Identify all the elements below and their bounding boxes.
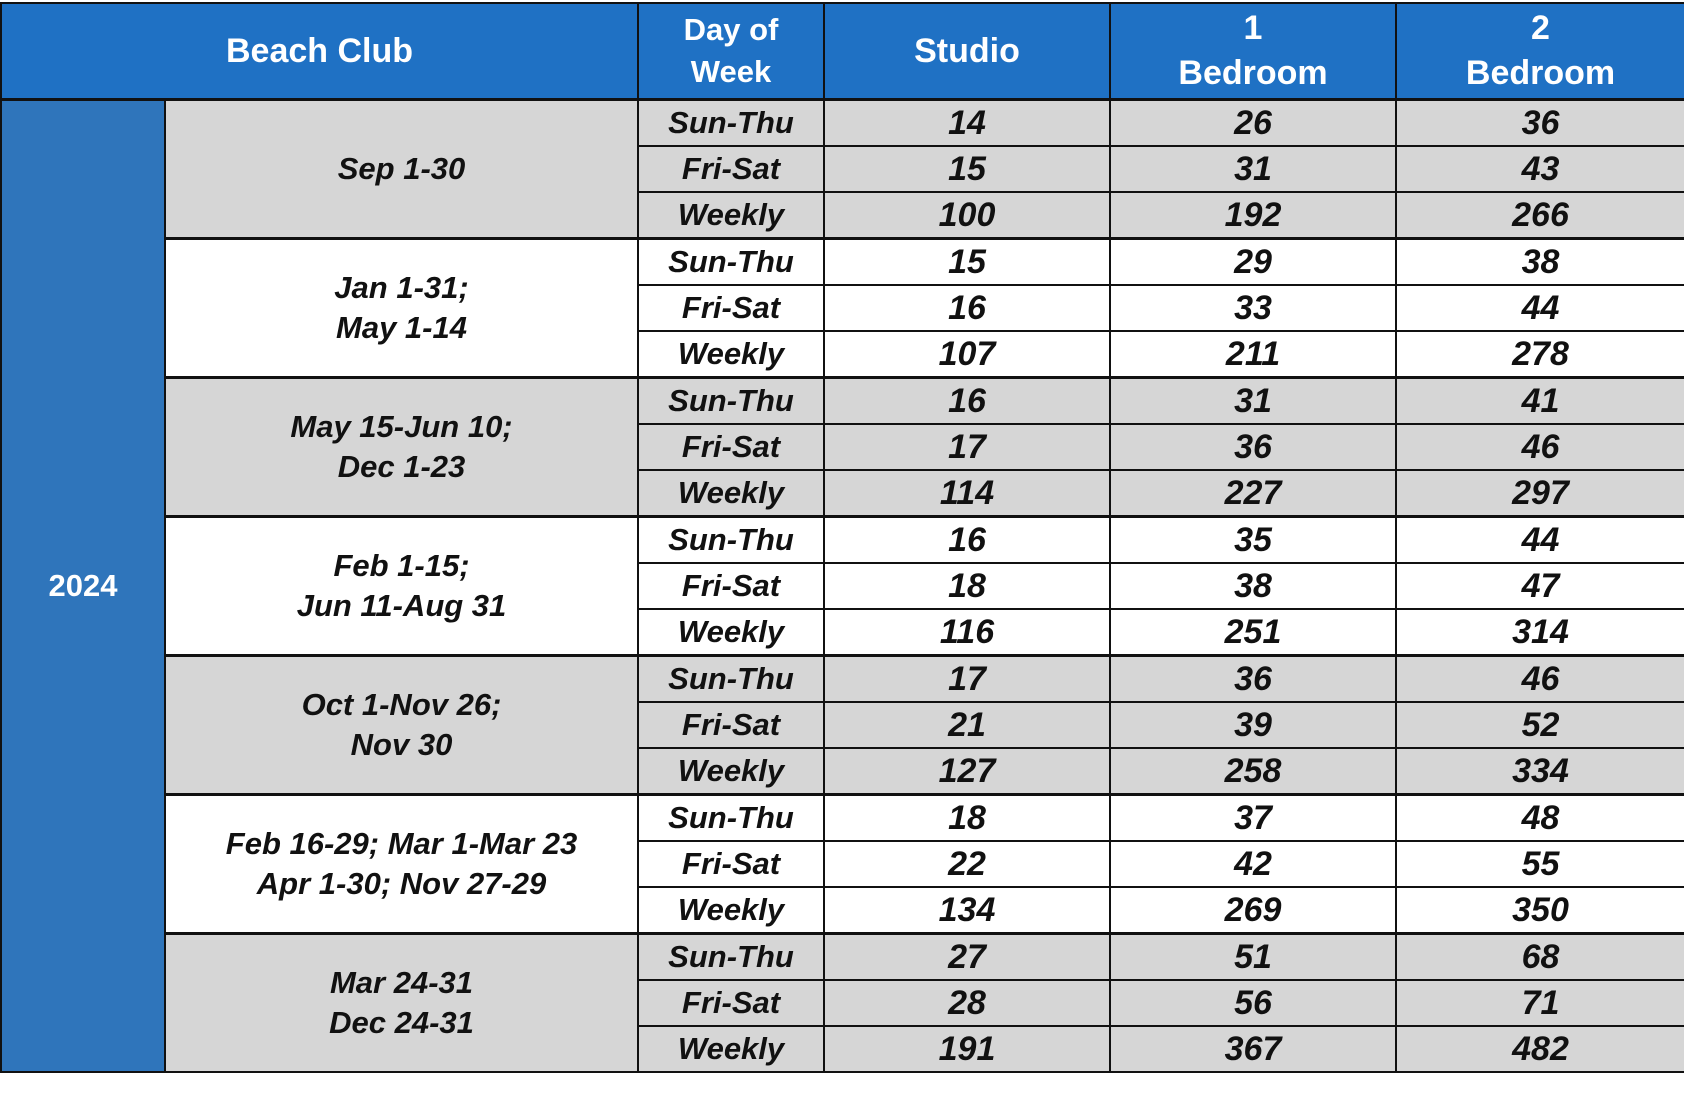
one-bedroom-points-cell: 36 [1110, 424, 1396, 470]
day-of-week-cell: Fri-Sat [638, 424, 824, 470]
one-bedroom-points-cell: 39 [1110, 702, 1396, 748]
one-bedroom-points-cell: 269 [1110, 887, 1396, 934]
studio-points-cell: 191 [824, 1026, 1110, 1072]
day-of-week-cell: Weekly [638, 470, 824, 517]
day-of-week-cell: Fri-Sat [638, 980, 824, 1026]
day-of-week-cell: Sun-Thu [638, 517, 824, 564]
rate-row [1, 100, 1684, 147]
one-bedroom-points-cell: 36 [1110, 656, 1396, 703]
one-bedroom-points-cell: 37 [1110, 795, 1396, 842]
season-period [165, 656, 638, 795]
studio-points-cell: 134 [824, 887, 1110, 934]
season-period [165, 517, 638, 656]
one-bedroom-points-cell: 211 [1110, 331, 1396, 378]
day-of-week-cell: Fri-Sat [638, 702, 824, 748]
one-bedroom-points-cell: 38 [1110, 563, 1396, 609]
season-period-line: Feb 16-29; Mar 1-Mar 23 [225, 826, 578, 861]
season-period-line: Feb 1-15; [333, 548, 470, 583]
studio-points-cell: 14 [824, 100, 1110, 147]
day-of-week-cell: Sun-Thu [638, 100, 824, 147]
day-of-week-cell: Fri-Sat [638, 146, 824, 192]
header-day-of-week-line2: Week [690, 54, 772, 89]
season-period-line: Nov 30 [350, 727, 453, 762]
studio-points-cell: 15 [824, 239, 1110, 286]
two-bedroom-points-cell: 36 [1396, 100, 1684, 147]
two-bedroom-points-cell: 41 [1396, 378, 1684, 425]
day-of-week-cell: Fri-Sat [638, 841, 824, 887]
two-bedroom-points-cell: 44 [1396, 517, 1684, 564]
header-beach-club: Beach Club [1, 3, 638, 100]
two-bedroom-points-cell: 44 [1396, 285, 1684, 331]
two-bedroom-points-cell: 297 [1396, 470, 1684, 517]
studio-points-cell: 16 [824, 378, 1110, 425]
season-period-line: Apr 1-30; Nov 27-29 [256, 866, 547, 901]
day-of-week-cell: Sun-Thu [638, 378, 824, 425]
header-studio: Studio [824, 3, 1110, 100]
rate-table [0, 2, 1684, 1073]
season-period-line: May 15-Jun 10; [290, 409, 513, 444]
header-1-bedroom-line1: 1 [1243, 9, 1263, 47]
one-bedroom-points-cell: 33 [1110, 285, 1396, 331]
two-bedroom-points-cell: 278 [1396, 331, 1684, 378]
header-2-bedroom-line2: Bedroom [1465, 54, 1616, 92]
studio-points-cell: 100 [824, 192, 1110, 239]
two-bedroom-points-cell: 334 [1396, 748, 1684, 795]
two-bedroom-points-cell: 47 [1396, 563, 1684, 609]
day-of-week-cell: Weekly [638, 748, 824, 795]
studio-points-cell: 116 [824, 609, 1110, 656]
one-bedroom-points-cell: 227 [1110, 470, 1396, 517]
season-period-line: Dec 1-23 [337, 449, 466, 484]
rate-row [1, 239, 1684, 286]
one-bedroom-points-cell: 31 [1110, 378, 1396, 425]
header-day-of-week [638, 3, 824, 100]
rate-row [1, 378, 1684, 425]
two-bedroom-points-cell: 46 [1396, 424, 1684, 470]
one-bedroom-points-cell: 367 [1110, 1026, 1396, 1072]
studio-points-cell: 107 [824, 331, 1110, 378]
two-bedroom-points-cell: 266 [1396, 192, 1684, 239]
studio-points-cell: 21 [824, 702, 1110, 748]
rate-table-body [1, 100, 1684, 1073]
season-period-line: Sep 1-30 [337, 151, 466, 186]
studio-points-cell: 15 [824, 146, 1110, 192]
one-bedroom-points-cell: 51 [1110, 934, 1396, 981]
rate-row [1, 934, 1684, 981]
season-period [165, 100, 638, 239]
season-period-line: Mar 24-31 [329, 965, 474, 1000]
day-of-week-cell: Weekly [638, 609, 824, 656]
day-of-week-cell: Sun-Thu [638, 656, 824, 703]
year-label: 2024 [1, 100, 165, 1073]
two-bedroom-points-cell: 482 [1396, 1026, 1684, 1072]
day-of-week-cell: Sun-Thu [638, 239, 824, 286]
season-period [165, 795, 638, 934]
season-period-line: Oct 1-Nov 26; [301, 687, 502, 722]
season-period [165, 934, 638, 1073]
one-bedroom-points-cell: 29 [1110, 239, 1396, 286]
season-period-line: Jan 1-31; [334, 270, 469, 305]
two-bedroom-points-cell: 350 [1396, 887, 1684, 934]
studio-points-cell: 18 [824, 563, 1110, 609]
two-bedroom-points-cell: 46 [1396, 656, 1684, 703]
two-bedroom-points-cell: 314 [1396, 609, 1684, 656]
studio-points-cell: 17 [824, 656, 1110, 703]
day-of-week-cell: Sun-Thu [638, 795, 824, 842]
studio-points-cell: 16 [824, 517, 1110, 564]
studio-points-cell: 16 [824, 285, 1110, 331]
season-period-line: May 1-14 [336, 310, 467, 345]
studio-points-cell: 17 [824, 424, 1110, 470]
one-bedroom-points-cell: 35 [1110, 517, 1396, 564]
header-day-of-week-line1: Day of [683, 12, 779, 47]
header-2-bedroom-line1: 2 [1531, 9, 1550, 47]
day-of-week-cell: Sun-Thu [638, 934, 824, 981]
one-bedroom-points-cell: 26 [1110, 100, 1396, 147]
two-bedroom-points-cell: 52 [1396, 702, 1684, 748]
header-1-bedroom [1110, 3, 1396, 100]
studio-points-cell: 22 [824, 841, 1110, 887]
header-2-bedroom [1396, 3, 1684, 100]
two-bedroom-points-cell: 68 [1396, 934, 1684, 981]
day-of-week-cell: Weekly [638, 887, 824, 934]
one-bedroom-points-cell: 56 [1110, 980, 1396, 1026]
one-bedroom-points-cell: 42 [1110, 841, 1396, 887]
day-of-week-cell: Weekly [638, 331, 824, 378]
season-period-line: Jun 11-Aug 31 [296, 588, 507, 623]
season-period [165, 239, 638, 378]
day-of-week-cell: Weekly [638, 1026, 824, 1072]
two-bedroom-points-cell: 38 [1396, 239, 1684, 286]
two-bedroom-points-cell: 55 [1396, 841, 1684, 887]
studio-points-cell: 114 [824, 470, 1110, 517]
two-bedroom-points-cell: 48 [1396, 795, 1684, 842]
day-of-week-cell: Fri-Sat [638, 563, 824, 609]
rate-row [1, 656, 1684, 703]
header-row [1, 3, 1684, 100]
rate-row [1, 795, 1684, 842]
two-bedroom-points-cell: 71 [1396, 980, 1684, 1026]
studio-points-cell: 18 [824, 795, 1110, 842]
two-bedroom-points-cell: 43 [1396, 146, 1684, 192]
one-bedroom-points-cell: 251 [1110, 609, 1396, 656]
one-bedroom-points-cell: 31 [1110, 146, 1396, 192]
rate-row [1, 517, 1684, 564]
day-of-week-cell: Weekly [638, 192, 824, 239]
one-bedroom-points-cell: 192 [1110, 192, 1396, 239]
studio-points-cell: 28 [824, 980, 1110, 1026]
studio-points-cell: 127 [824, 748, 1110, 795]
header-1-bedroom-line2: Bedroom [1178, 54, 1328, 92]
season-period [165, 378, 638, 517]
one-bedroom-points-cell: 258 [1110, 748, 1396, 795]
studio-points-cell: 27 [824, 934, 1110, 981]
season-period-line: Dec 24-31 [329, 1005, 474, 1040]
day-of-week-cell: Fri-Sat [638, 285, 824, 331]
